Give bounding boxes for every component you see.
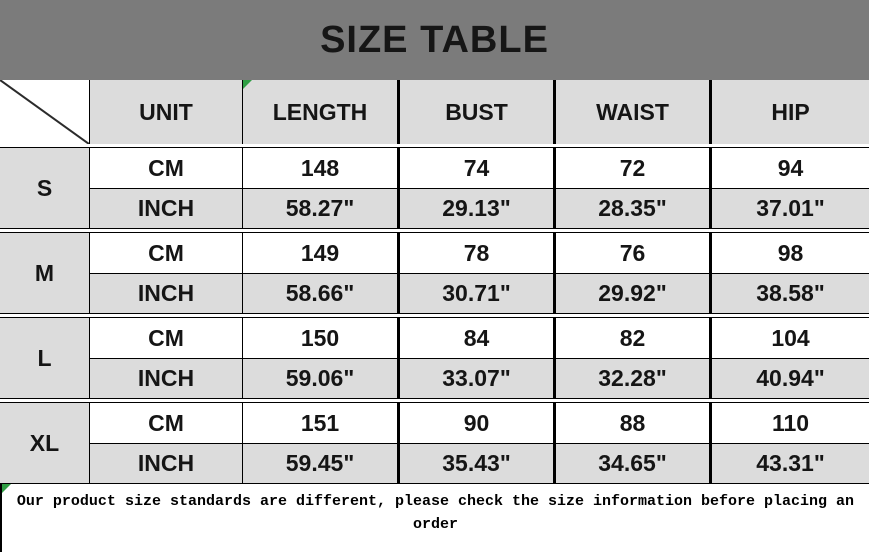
- value-cm-length: 149: [243, 232, 400, 273]
- green-corner-flag-icon: [243, 80, 252, 89]
- value-inch-waist: 29.92": [556, 273, 712, 314]
- unit-cell-inch: INCH: [90, 188, 243, 229]
- size-label-s: S: [0, 147, 90, 229]
- size-group-s: [0, 147, 869, 229]
- footer-text: Our product size standards are different, please check the size information before placing an order: [16, 493, 855, 534]
- value-inch-length: 59.45": [243, 443, 400, 484]
- col-header-length-label: LENGTH: [272, 98, 368, 125]
- footer-note: [0, 484, 869, 552]
- value-cm-hip: 110: [712, 402, 869, 443]
- value-inch-bust: 29.13": [400, 188, 556, 229]
- title-bar: [0, 0, 869, 80]
- value-cm-length: 151: [243, 402, 400, 443]
- col-header-unit: UNIT: [90, 80, 243, 144]
- col-header-length: [243, 80, 400, 144]
- unit-cell-inch: INCH: [90, 273, 243, 314]
- value-cm-waist: 82: [556, 317, 712, 358]
- unit-cell-cm: CM: [90, 317, 243, 358]
- value-cm-bust: 78: [400, 232, 556, 273]
- size-label-l: L: [0, 317, 90, 399]
- size-label-m: M: [0, 232, 90, 314]
- table-header-row: [0, 80, 869, 144]
- value-inch-bust: 30.71": [400, 273, 556, 314]
- value-cm-hip: 94: [712, 147, 869, 188]
- value-inch-length: 58.27": [243, 188, 400, 229]
- value-inch-length: 58.66": [243, 273, 400, 314]
- value-cm-length: 150: [243, 317, 400, 358]
- value-inch-hip: 43.31": [712, 443, 869, 484]
- value-inch-bust: 35.43": [400, 443, 556, 484]
- corner-cell: [0, 80, 90, 144]
- value-inch-waist: 28.35": [556, 188, 712, 229]
- diagonal-divider-line: [0, 80, 89, 144]
- col-header-bust: BUST: [400, 80, 556, 144]
- page-title: SIZE TABLE: [320, 18, 549, 61]
- size-group-xl: [0, 402, 869, 484]
- value-inch-hip: 38.58": [712, 273, 869, 314]
- unit-cell-inch: INCH: [90, 358, 243, 399]
- value-inch-waist: 32.28": [556, 358, 712, 399]
- col-header-waist: WAIST: [556, 80, 712, 144]
- value-inch-length: 59.06": [243, 358, 400, 399]
- value-cm-bust: 90: [400, 402, 556, 443]
- value-cm-waist: 88: [556, 402, 712, 443]
- value-inch-hip: 40.94": [712, 358, 869, 399]
- value-cm-hip: 104: [712, 317, 869, 358]
- value-cm-length: 148: [243, 147, 400, 188]
- value-cm-waist: 76: [556, 232, 712, 273]
- size-label-xl: XL: [0, 402, 90, 484]
- green-corner-flag-icon: [2, 484, 11, 493]
- unit-cell-cm: CM: [90, 232, 243, 273]
- unit-cell-cm: CM: [90, 147, 243, 188]
- value-cm-bust: 74: [400, 147, 556, 188]
- value-inch-hip: 37.01": [712, 188, 869, 229]
- size-group-l: [0, 317, 869, 399]
- unit-cell-inch: INCH: [90, 443, 243, 484]
- size-group-m: [0, 232, 869, 314]
- col-header-hip: HIP: [712, 80, 869, 144]
- value-inch-bust: 33.07": [400, 358, 556, 399]
- value-inch-waist: 34.65": [556, 443, 712, 484]
- value-cm-hip: 98: [712, 232, 869, 273]
- unit-cell-cm: CM: [90, 402, 243, 443]
- value-cm-bust: 84: [400, 317, 556, 358]
- value-cm-waist: 72: [556, 147, 712, 188]
